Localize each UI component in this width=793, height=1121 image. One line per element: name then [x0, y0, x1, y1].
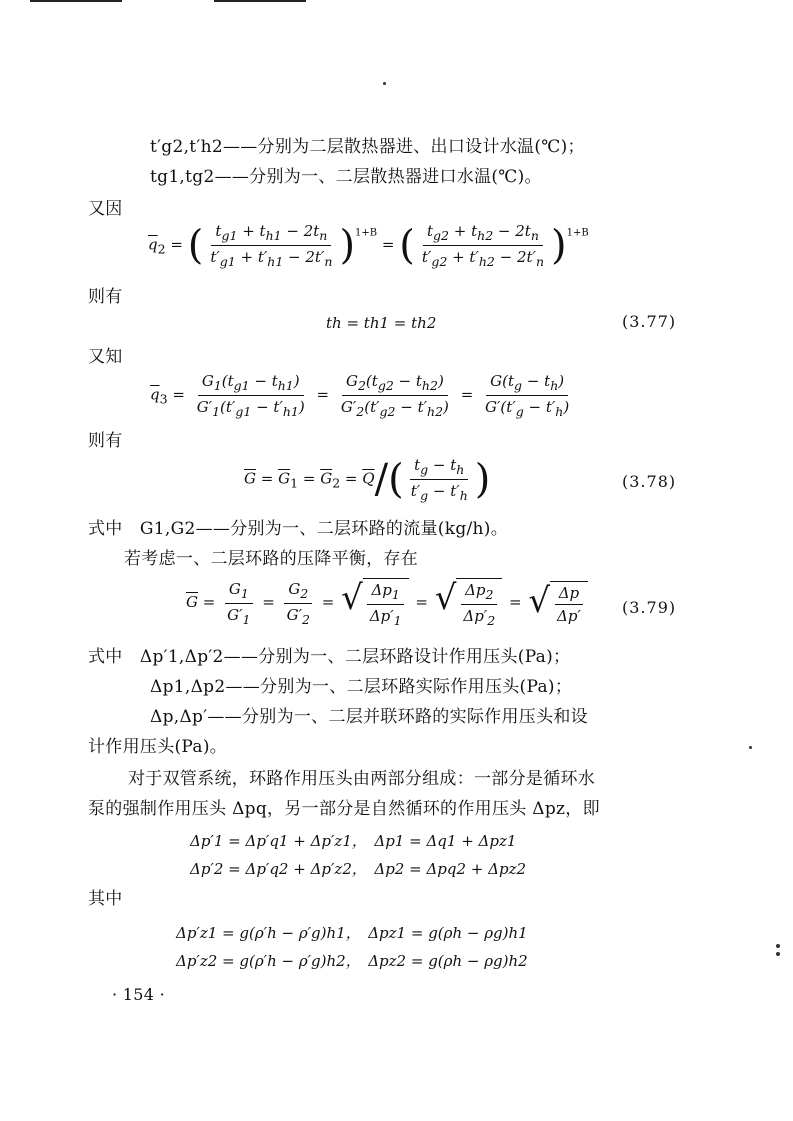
equation-dp-line-1: Δp′1 = Δp′q1 + Δp′z1， Δp1 = Δq1 + Δpz1 [190, 832, 517, 850]
text-line-7: 式中 G1,G2——分别为一、二层环路的流量(kg/h)。 [88, 519, 509, 539]
equation-3-77: th = th1 = th2 [326, 314, 437, 332]
text-line-11: Δp,Δp′——分别为一、二层并联环路的实际作用压头和设 [150, 707, 588, 727]
equation-3-78: $\overline{G} = \overline{G}_1 = \overline{G}_2 = \overline{Q}/$( $\frac{t_g - t_h}{t'_g - t'_h}$ ) [244, 456, 491, 503]
equation-q2: $\overline{q}_2$ = ( $\frac{t_{g1} + t_{h1} - 2t_n}{t'_{g1} + t'_{h1} - 2t'_n}$ )$^{1+B}$ = ( $\frac{t_{g2} + t_{h2} - 2t_n}{t'_{g2} + t'_{h2} - 2t'_n}$ )$^{1+B}$ [148, 222, 589, 269]
header-rule-left [30, 0, 122, 2]
equation-number-3-79: (3.79) [622, 598, 677, 617]
text-line-8: 若考虑一、二层环路的压降平衡，存在 [124, 549, 419, 569]
header-rule-right [214, 0, 306, 2]
text-line-9: 式中 Δp′1,Δp′2——分别为一、二层环路设计作用压头(Pa)； [88, 647, 571, 667]
text-line-13: 对于双管系统，环路作用压头由两部分组成：一部分是循环水 [128, 769, 596, 789]
equation-pz-line-2: Δp′z2 = g(ρ′h − ρ′g)h2， Δpz2 = g(ρh − ρg)h2 [176, 952, 528, 970]
equation-3-79: $\overline{G}$ = $\frac{G_1}{G'_1}$ = $\frac{G_2}{G'_2}$ = √ $\frac{\Delta p_1}{\Delta p'_1}$ = √ $\frac{\Delta p_2}{\Delta p'_2}$ = √ $\frac{\Delta p}{\Delta p'}$ [186, 578, 590, 628]
text-line-1: t′g2,t′h2——分别为二层散热器进、出口设计水温(℃)； [150, 137, 585, 157]
page-number: · 154 · [112, 985, 165, 1004]
text-line-5: 又知 [88, 347, 123, 367]
scan-speck [776, 944, 780, 948]
text-line-14: 泵的强制作用压头 Δpq，另一部分是自然循环的作用压头 Δpz，即 [88, 799, 600, 819]
equation-pz-line-1: Δp′z1 = g(ρ′h − ρ′g)h1， Δpz1 = g(ρh − ρg)h1 [176, 924, 528, 942]
text-line-10: Δp1,Δp2——分别为一、二层环路实际作用压头(Pa)； [150, 677, 573, 697]
equation-number-3-77: (3.77) [622, 312, 677, 331]
scan-speck [776, 952, 780, 956]
scan-speck [383, 82, 386, 85]
text-line-12: 计作用压头(Pa)。 [88, 737, 228, 757]
text-line-6: 则有 [88, 431, 123, 451]
text-line-3: 又因 [88, 199, 123, 219]
scan-speck [749, 746, 752, 749]
text-line-15: 其中 [88, 889, 123, 909]
equation-q3: $\overline{q}_3$ = $\frac{G_1(t_{g1} - t_{h1})}{G'_1(t'_{g1} - t'_{h1})}$ = $\frac{G_2(t_{g2} - t_{h2})}{G'_2(t'_{g2} - t'_{h2})}$ = $\frac{G(t_g - t_h)}{G'(t'_g - t'_h)}$ [150, 372, 570, 419]
text-line-2: tg1,tg2——分别为一、二层散热器进口水温(℃)。 [150, 167, 542, 187]
equation-dp-line-2: Δp′2 = Δp′q2 + Δp′z2， Δp2 = Δpq2 + Δpz2 [190, 860, 527, 878]
text-line-4: 则有 [88, 287, 123, 307]
equation-number-3-78: (3.78) [622, 472, 677, 491]
